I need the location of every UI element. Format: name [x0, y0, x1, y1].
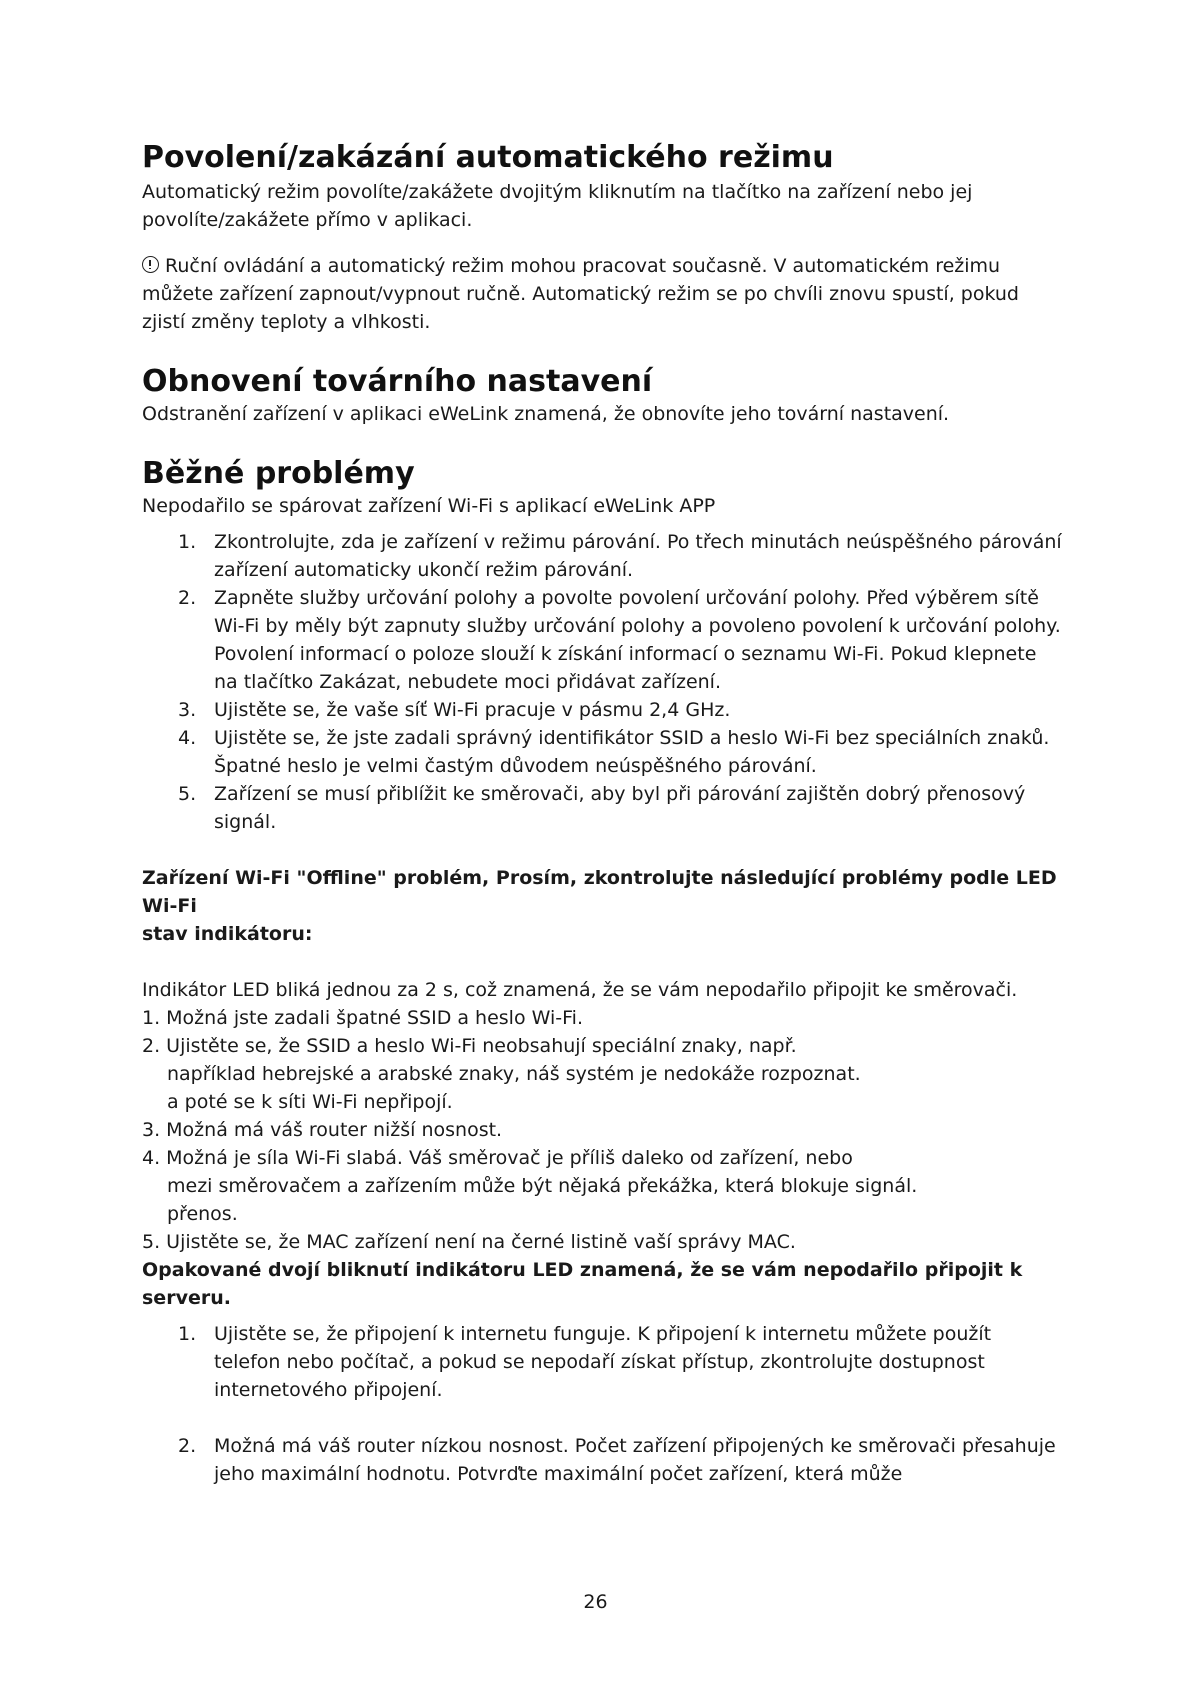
- auto-mode-note-text: Ruční ovládání a automatický režim mohou pracovat současně. V automatickém režimu můžete zařízení zapnout/vypnout ručně. Automatický režim se po chvíli znovu spustí, pokud zjistí změny teploty a vlhkosti.: [142, 255, 1019, 333]
- list-item: [142, 780, 1062, 836]
- list-item: 3. Možná má váš router nižší nosnost.: [142, 1119, 503, 1141]
- list-item: [142, 1320, 1062, 1404]
- offline-title-line: Zařízení Wi-Fi "Offline" problém, Prosím, zkontrolujte následující problémy podle LED Wi-Fi: [142, 867, 1057, 917]
- list-number: 5.: [178, 783, 197, 805]
- list-item-text: Zařízení se musí přiblížit ke směrovači, aby byl při párování zajištěn dobrý přenosový signál.: [214, 783, 1026, 833]
- list-number: 2.: [178, 587, 197, 609]
- list-item-text: Ujistěte se, že připojení k internetu funguje. K připojení k internetu můžete použít telefon nebo počítač, a pokud se nepodaří získat přístup, zkontrolujte dostupnost internetového připojení.: [214, 1323, 992, 1401]
- alert-circle-icon: [142, 256, 159, 273]
- pairing-steps-list: [142, 528, 1062, 836]
- heading-auto-mode: Povolení/zakázání automatického režimu: [142, 140, 834, 175]
- page-number: 26: [583, 1591, 608, 1613]
- list-item: 2. Ujistěte se, že SSID a heslo Wi-Fi neobsahují speciální znaky, např.: [142, 1035, 797, 1057]
- list-item-text: Ujistěte se, že vaše síť Wi-Fi pracuje v pásmu 2,4 GHz.: [214, 699, 731, 721]
- document-page: [142, 140, 1062, 1488]
- list-item: 5. Ujistěte se, že MAC zařízení není na černé listině vaší správy MAC.: [142, 1231, 796, 1253]
- led-double-blink-title: Opakované dvojí bliknutí indikátoru LED znamená, že se vám nepodařilo připojit k serveru.: [142, 1259, 1023, 1309]
- list-item-continuation: mezi směrovačem a zařízením může být nějaká překážka, která blokuje signál.: [167, 1175, 918, 1197]
- list-item: 1. Možná jste zadali špatné SSID a heslo Wi-Fi.: [142, 1007, 583, 1029]
- list-item-continuation: například hebrejské a arabské znaky, náš systém je nedokáže rozpoznat.: [167, 1063, 861, 1085]
- led-single-blink-list: [142, 1004, 1062, 1256]
- list-item-text: Zapněte služby určování polohy a povolte povolení určování polohy. Před výběrem sítě Wi-Fi by měly být zapnuty služby určování polohy a povoleno povolení k určování polohy. Povolení informací o poloze slouží k získání informací o seznamu Wi-Fi. Pokud klepnete na tlačítko Zakázat, nebudete moci přidávat zařízení.: [214, 587, 1061, 693]
- list-number: 2.: [178, 1435, 197, 1457]
- list-item: [142, 696, 1062, 724]
- server-steps-list: [142, 1320, 1062, 1488]
- list-item-text: Možná má váš router nízkou nosnost. Počet zařízení připojených ke směrovači přesahuje jeho maximální hodnotu. Potvrďte maximální počet zařízení, která může: [214, 1435, 1056, 1485]
- list-item: [142, 724, 1062, 780]
- list-number: 1.: [178, 531, 197, 553]
- factory-reset-body: Odstranění zařízení v aplikaci eWeLink znamená, že obnovíte jeho tovární nastavení.: [142, 403, 950, 425]
- list-item: [142, 1432, 1062, 1488]
- offline-issue-title: [142, 864, 1062, 948]
- offline-title-line: stav indikátoru:: [142, 923, 313, 945]
- list-item: 4. Možná je síla Wi-Fi slabá. Váš směrovač je příliš daleko od zařízení, nebo: [142, 1147, 853, 1169]
- heading-common-issues: Běžné problémy: [142, 456, 415, 491]
- heading-factory-reset: Obnovení továrního nastavení: [142, 364, 653, 399]
- list-number: 1.: [178, 1323, 197, 1345]
- led-single-blink-intro: Indikátor LED bliká jednou za 2 s, což znamená, že se vám nepodařilo připojit ke směrovači.: [142, 979, 1018, 1001]
- list-number: 4.: [178, 727, 197, 749]
- list-number: 3.: [178, 699, 197, 721]
- list-item-continuation: přenos.: [167, 1203, 238, 1225]
- list-item-continuation: a poté se k síti Wi-Fi nepřipojí.: [167, 1091, 453, 1113]
- auto-mode-note: [142, 252, 1062, 336]
- list-item: [142, 584, 1062, 696]
- list-item-text: Zkontrolujte, zda je zařízení v režimu párování. Po třech minutách neúspěšného párování zařízení automaticky ukončí režim párování.: [214, 531, 1062, 581]
- list-item: [142, 528, 1062, 584]
- list-item-text: Ujistěte se, že jste zadali správný identifikátor SSID a heslo Wi-Fi bez speciálních znaků. Špatné heslo je velmi častým důvodem neúspěšného párování.: [214, 727, 1050, 777]
- auto-mode-body: Automatický režim povolíte/zakážete dvojitým kliknutím na tlačítko na zařízení nebo jej povolíte/zakážete přímo v aplikaci.: [142, 181, 973, 231]
- common-issues-intro: Nepodařilo se spárovat zařízení Wi-Fi s aplikací eWeLink APP: [142, 495, 716, 517]
